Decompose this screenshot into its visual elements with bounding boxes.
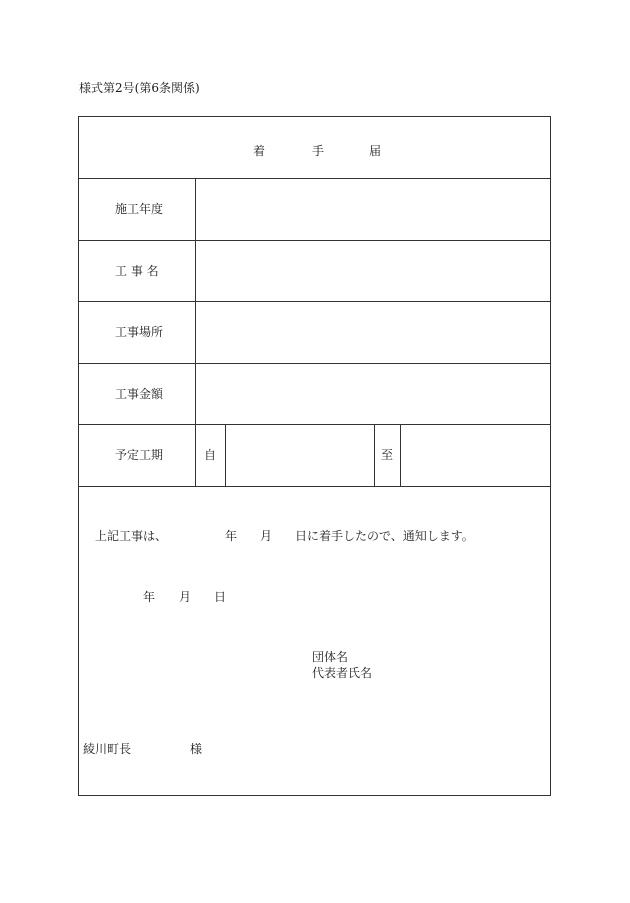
notice-year: 年 bbox=[225, 529, 238, 543]
period-divider bbox=[225, 424, 226, 486]
label-column-divider bbox=[195, 178, 196, 486]
row-label-fiscal-year: 施工年度 bbox=[115, 202, 164, 216]
form-title-char-3: 届 bbox=[369, 144, 382, 158]
addressee-honorific: 様 bbox=[190, 742, 203, 756]
period-divider bbox=[400, 424, 401, 486]
date-year: 年 bbox=[143, 590, 156, 604]
row-label-amount: 工事金額 bbox=[115, 387, 164, 401]
date-month: 月 bbox=[179, 590, 192, 604]
period-divider bbox=[374, 424, 375, 486]
notification-form bbox=[78, 116, 551, 796]
notice-prefix: 上記工事は、 bbox=[95, 529, 168, 543]
form-title-char-2: 手 bbox=[312, 144, 325, 158]
row-divider bbox=[79, 486, 550, 487]
notice-suffix: 日に着手したので、通知します。 bbox=[295, 529, 474, 543]
group-name-label: 団体名 bbox=[312, 650, 349, 664]
row-label-period: 予定工期 bbox=[115, 448, 164, 462]
row-divider bbox=[79, 240, 550, 241]
form-title-char-1: 着 bbox=[253, 144, 266, 158]
row-label-project-name: 工 事 名 bbox=[115, 264, 159, 278]
notice-month: 月 bbox=[260, 529, 273, 543]
addressee-name: 綾川町長 bbox=[83, 742, 132, 756]
representative-label: 代表者氏名 bbox=[312, 666, 373, 680]
row-label-location: 工事場所 bbox=[115, 325, 164, 339]
period-to-label: 至 bbox=[381, 448, 394, 462]
row-divider bbox=[79, 424, 550, 425]
period-from-label: 自 bbox=[204, 448, 217, 462]
row-divider bbox=[79, 301, 550, 302]
row-divider bbox=[79, 363, 550, 364]
date-day: 日 bbox=[214, 590, 227, 604]
row-divider bbox=[79, 178, 550, 179]
form-number-label: 様式第2号(第6条関係) bbox=[79, 81, 200, 95]
